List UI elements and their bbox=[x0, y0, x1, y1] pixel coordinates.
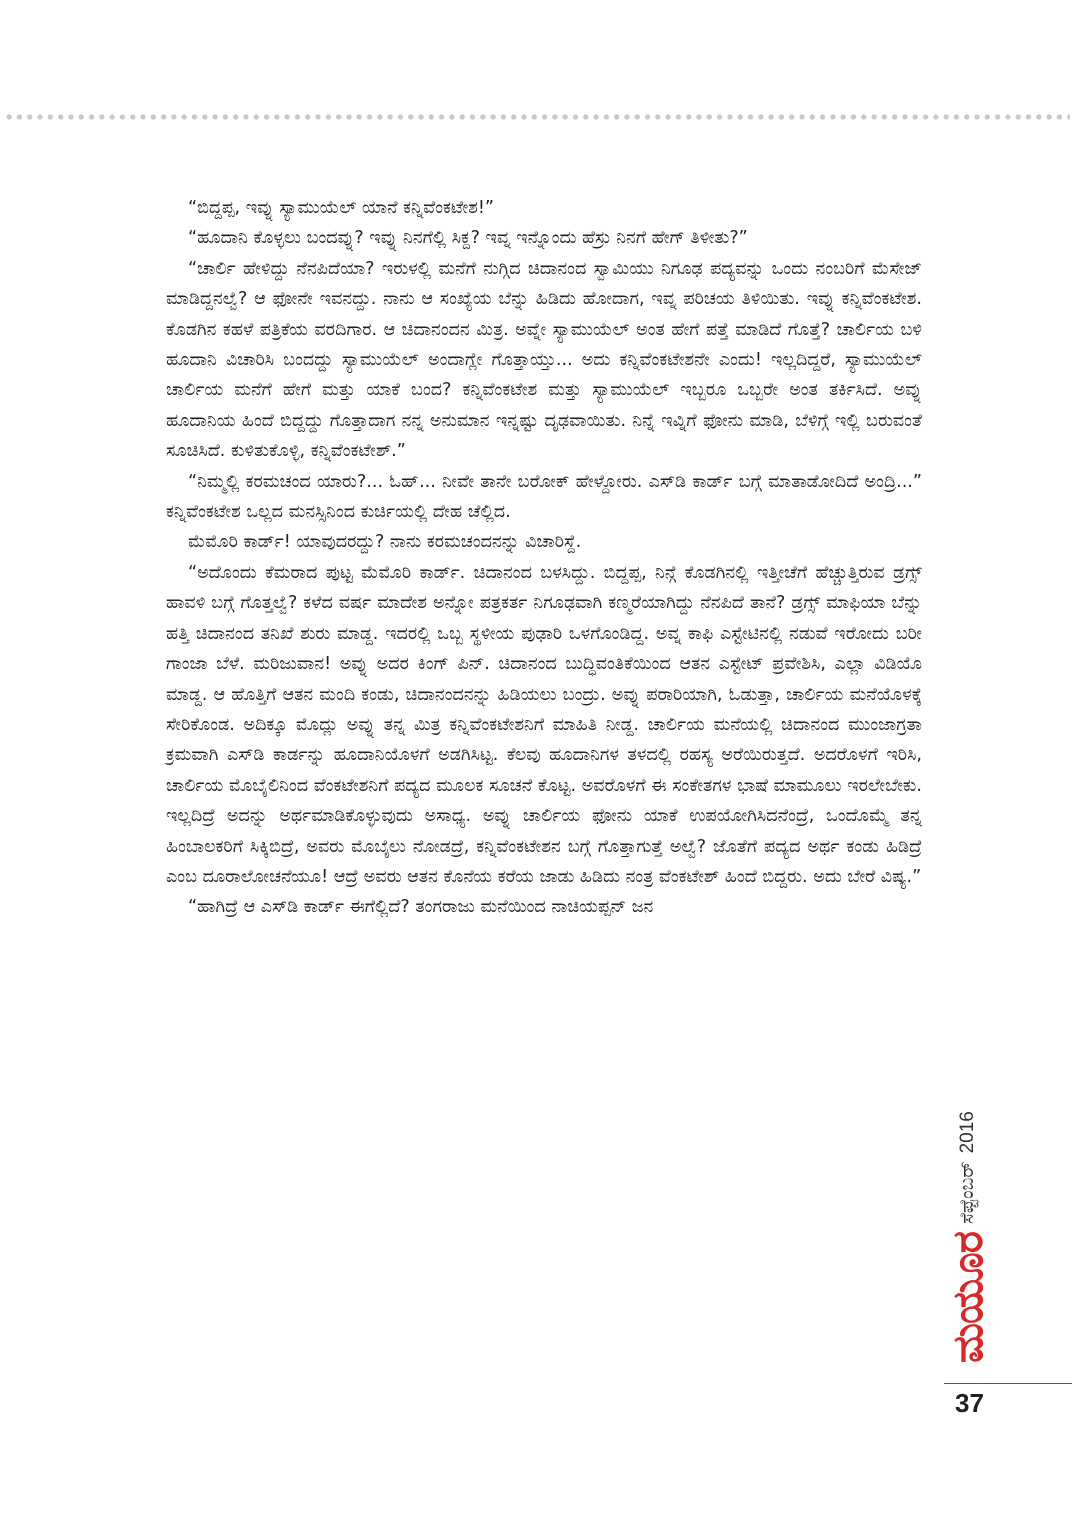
page-number: 37 bbox=[955, 1388, 984, 1418]
magazine-logo: ಮಯೂರ bbox=[943, 1232, 992, 1363]
paragraph: “ಹಾಗಿದ್ರೆ ಆ ಎಸ್‌ಡಿ ಕಾರ್ಡ್ ಈಗೆಲ್ಲಿದೆ? ತಂಗರಾಜು ಮನೆಯಿಂದ ನಾಚಿಯಪ್ಪನ್ ಜನ bbox=[188, 897, 654, 918]
article-body bbox=[166, 193, 922, 923]
paragraph: ಮೆಮೊರಿ ಕಾರ್ಡ್! ಯಾವುದರದ್ದು? ನಾನು ಕರಮಚಂದನನ್ನು ವಿಚಾರಿಸ್ದೆ. bbox=[188, 532, 582, 553]
issue-year: 2016 bbox=[957, 1111, 978, 1154]
issue-date bbox=[944, 1098, 992, 1363]
paragraph: “ಚಾರ್ಲಿ ಹೇಳಿದ್ದು ನೆನಪಿದೆಯಾ? ಇರುಳಲ್ಲಿ ಮನೆಗೆ ನುಗ್ಗಿದ ಚಿದಾನಂದ ಸ್ವಾಮಿಯು ನಿಗೂಢ ಪದ್ಯವನ್ನು ಒಂದು ನಂಬರಿಗೆ ಮೆಸೇಜ್ ಮಾಡಿದ್ದನಲ್ವೆ? ಆ ಫೋನೇ ಇವನದ್ದು. ನಾನು ಆ ಸಂಖ್ಯೆಯ ಬೆನ್ನು ಹಿಡಿದು ಹೋದಾಗ, ಇವ್ನ ಪರಿಚಯ ತಿಳಿಯಿತು. ಇವ್ನು ಕನ್ನಿವೆಂಕಟೇಶ. ಕೊಡಗಿನ ಕಹಳೆ ಪತ್ರಿಕೆಯ ವರದಿಗಾರ. ಆ ಚಿದಾನಂದನ ಮಿತ್ರ. ಅವ್ನೇ ಸ್ಯಾಮುಯೆಲ್ ಅಂತ ಹೇಗೆ ಪತ್ತೆ ಮಾಡಿದೆ ಗೊತ್ತೆ? ಚಾರ್ಲಿಯ ಬಳಿ ಹೂದಾನಿ ವಿಚಾರಿಸಿ ಬಂದದ್ದು ಸ್ಯಾಮುಯೆಲ್ ಅಂದಾಗ್ಲೇ ಗೊತ್ತಾಯ್ತು... ಅದು ಕನ್ನಿವೆಂಕಟೇಶನೇ ಎಂದು! ಇಲ್ಲದಿದ್ದರೆ, ಸ್ಯಾಮುಯೆಲ್ ಚಾರ್ಲಿಯ ಮನೆಗೆ ಹೇಗೆ ಮತ್ತು ಯಾಕೆ ಬಂದ? ಕನ್ನಿವೆಂಕಟೇಶ ಮತ್ತು ಸ್ಯಾಮುಯೆಲ್ ಇಬ್ಬರೂ ಒಬ್ಬರೇ ಅಂತ ತರ್ಕಿಸಿದೆ. ಅವ್ನು ಹೂದಾನಿಯ ಹಿಂದೆ ಬಿದ್ದದ್ದು ಗೊತ್ತಾದಾಗ ನನ್ನ ಅನುಮಾನ ಇನ್ನಷ್ಟು ದೃಢವಾಯಿತು. ನಿನ್ನೆ ಇವ್ನಿಗೆ ಫೋನು ಮಾಡಿ, ಬೆಳಿಗ್ಗೆ ಇಲ್ಲಿ ಬರುವಂತೆ ಸೂಚಿಸಿದೆ. ಕುಳಿತುಕೊಳ್ಳಿ, ಕನ್ನಿವೆಂಕಟೇಶ್.” bbox=[166, 258, 922, 462]
dotted-header-rule bbox=[4, 113, 1070, 121]
paragraph: “ಬಿದ್ದಪ್ಪ, ಇವ್ನು ಸ್ಯಾಮುಯೆಲ್ ಯಾನೆ ಕನ್ನಿವೆಂಕಟೇಶ!” bbox=[188, 198, 495, 218]
paragraph: “ಅದೊಂದು ಕೆಮರಾದ ಪುಟ್ಟ ಮೆಮೊರಿ ಕಾರ್ಡ್. ಚಿದಾನಂದ ಬಳಸಿದ್ದು. ಬಿದ್ದಪ್ಪ, ನಿನ್ಗೆ ಕೊಡಗಿನಲ್ಲಿ ಇತ್ತೀಚೆಗೆ ಹೆಚ್ಚುತ್ತಿರುವ ಡ್ರಗ್ಸ್ ಹಾವಳಿ ಬಗ್ಗೆ ಗೊತ್ತಲ್ವೆ? ಕಳೆದ ವರ್ಷ ಮಾದೇಶ ಅನ್ನೋ ಪತ್ರಕರ್ತ ನಿಗೂಢವಾಗಿ ಕಣ್ಮರೆಯಾಗಿದ್ದು ನೆನಪಿದೆ ತಾನೆ? ಡ್ರಗ್ಸ್ ಮಾಫಿಯಾ ಬೆನ್ನು ಹತ್ತಿ ಚಿದಾನಂದ ತನಿಖೆ ಶುರು ಮಾಡ್ದ. ಇದರಲ್ಲಿ ಒಬ್ಬ ಸ್ಥಳೀಯ ಪುಢಾರಿ ಒಳಗೊಂಡಿದ್ದ. ಅವ್ನ ಕಾಫಿ ಎಸ್ಟೇಟಿನಲ್ಲಿ ನಡುವೆ ಇರೋದು ಬರೀ ಗಾಂಜಾ ಬೆಳೆ. ಮರಿಜುವಾನ! ಅವ್ನು ಅದರ ಕಿಂಗ್ ಪಿನ್. ಚಿದಾನಂದ ಬುದ್ಧಿವಂತಿಕೆಯಿಂದ ಆತನ ಎಸ್ಟೇಟ್ ಪ್ರವೇಶಿಸಿ, ಎಲ್ಲಾ ವಿಡಿಯೊ ಮಾಡ್ದ. ಆ ಹೊತ್ತಿಗೆ ಆತನ ಮಂದಿ ಕಂಡು, ಚಿದಾನಂದನನ್ನು ಹಿಡಿಯಲು ಬಂದ್ರು. ಅವ್ನು ಪರಾರಿಯಾಗಿ, ಓಡುತ್ತಾ, ಚಾರ್ಲಿಯ ಮನೆಯೊಳಕ್ಕೆ ಸೇರಿಕೊಂಡ. ಅದಿಕ್ಕೂ ಮೊದ್ಲು ಅವ್ನು ತನ್ನ ಮಿತ್ರ ಕನ್ನಿವೆಂಕಟೇಶನಿಗೆ ಮಾಹಿತಿ ನೀಡ್ದ. ಚಾರ್ಲಿಯ ಮನೆಯಲ್ಲಿ ಚಿದಾನಂದ ಮುಂಜಾಗ್ರತಾ ಕ್ರಮವಾಗಿ ಎಸ್‌ಡಿ ಕಾರ್ಡನ್ನು ಹೂದಾನಿಯೊಳಗೆ ಅಡಗಿಸಿಟ್ಟ. ಕೆಲವು ಹೂದಾನಿಗಳ ತಳದಲ್ಲಿ ರಹಸ್ಯ ಅರೆಯಿರುತ್ತದೆ. ಅದರೊಳಗೆ ಇರಿಸಿ, ಚಾರ್ಲಿಯ ಮೊಬೈಲಿನಿಂದ ವೆಂಕಟೇಶನಿಗೆ ಪದ್ಯದ ಮೂಲಕ ಸೂಚನೆ ಕೊಟ್ಟ. ಅವರೊಳಗೆ ಈ ಸಂಕೇತಗಳ ಭಾಷೆ ಮಾಮೂಲು ಇರಲೇಬೇಕು. ಇಲ್ಲದಿದ್ರೆ ಅದನ್ನು ಅರ್ಥಮಾಡಿಕೊಳ್ಳುವುದು ಅಸಾಧ್ಯ. ಅವ್ನು ಚಾರ್ಲಿಯ ಫೋನು ಯಾಕೆ ಉಪಯೋಗಿಸಿದನೆಂದ್ರೆ, ಒಂದೊಮ್ಮೆ ತನ್ನ ಹಿಂಬಾಲಕರಿಗೆ ಸಿಕ್ಕಿಬಿದ್ರೆ, ಅವರು ಮೊಬೈಲು ನೋಡದ್ರೆ, ಕನ್ನಿವೆಂಕಟೇಶನ ಬಗ್ಗೆ ಗೊತ್ತಾಗುತ್ತೆ ಅಲ್ವೆ? ಜೊತೆಗೆ ಪದ್ಯದ ಅರ್ಥ ಕಂಡು ಹಿಡಿದ್ರೆ ಎಂಬ ದೂರಾಲೋಚನೆಯೂ! ಆದ್ರೆ ಅವರು ಆತನ ಕೊನೆಯ ಕರೆಯ ಜಾಡು ಹಿಡಿದು ನಂತ್ರ ವೆಂಕಟೇಶ್ ಹಿಂದೆ ಬಿದ್ದರು. ಅದು ಬೇರೆ ವಿಷ್ಯ.” bbox=[166, 562, 922, 887]
page-number-rule bbox=[944, 1383, 1072, 1384]
magazine-side-strip bbox=[944, 1098, 994, 1363]
paragraph: “ನಿಮ್ಮಲ್ಲಿ ಕರಮಚಂದ ಯಾರು?... ಓಹ್... ನೀವೇ ತಾನೇ ಬರೋಕ್ ಹೇಳ್ದೋರು. ಎಸ್‌ಡಿ ಕಾರ್ಡ್ ಬಗ್ಗೆ ಮಾತಾಡೋದಿದೆ ಅಂದ್ರಿ...” ಕನ್ನಿವೆಂಕಟೇಶ ಒಲ್ಲದ ಮನಸ್ಸಿನಿಂದ ಕುರ್ಚಿಯಲ್ಲಿ ದೇಹ ಚೆಲ್ಲಿದ. bbox=[166, 471, 922, 523]
paragraph: “ಹೂದಾನಿ ಕೊಳ್ಳಲು ಬಂದವ್ನು? ಇವ್ನು ನಿನಗೆಲ್ಲಿ ಸಿಕ್ದ? ಇವ್ನ ಇನ್ನೊಂದು ಹೆಸ್ರು ನಿನಗೆ ಹೇಗ್ ತಿಳೀತು?” bbox=[188, 228, 748, 249]
issue-month: ಸೆಪ್ಟೆಂಬರ್ bbox=[957, 1161, 978, 1225]
